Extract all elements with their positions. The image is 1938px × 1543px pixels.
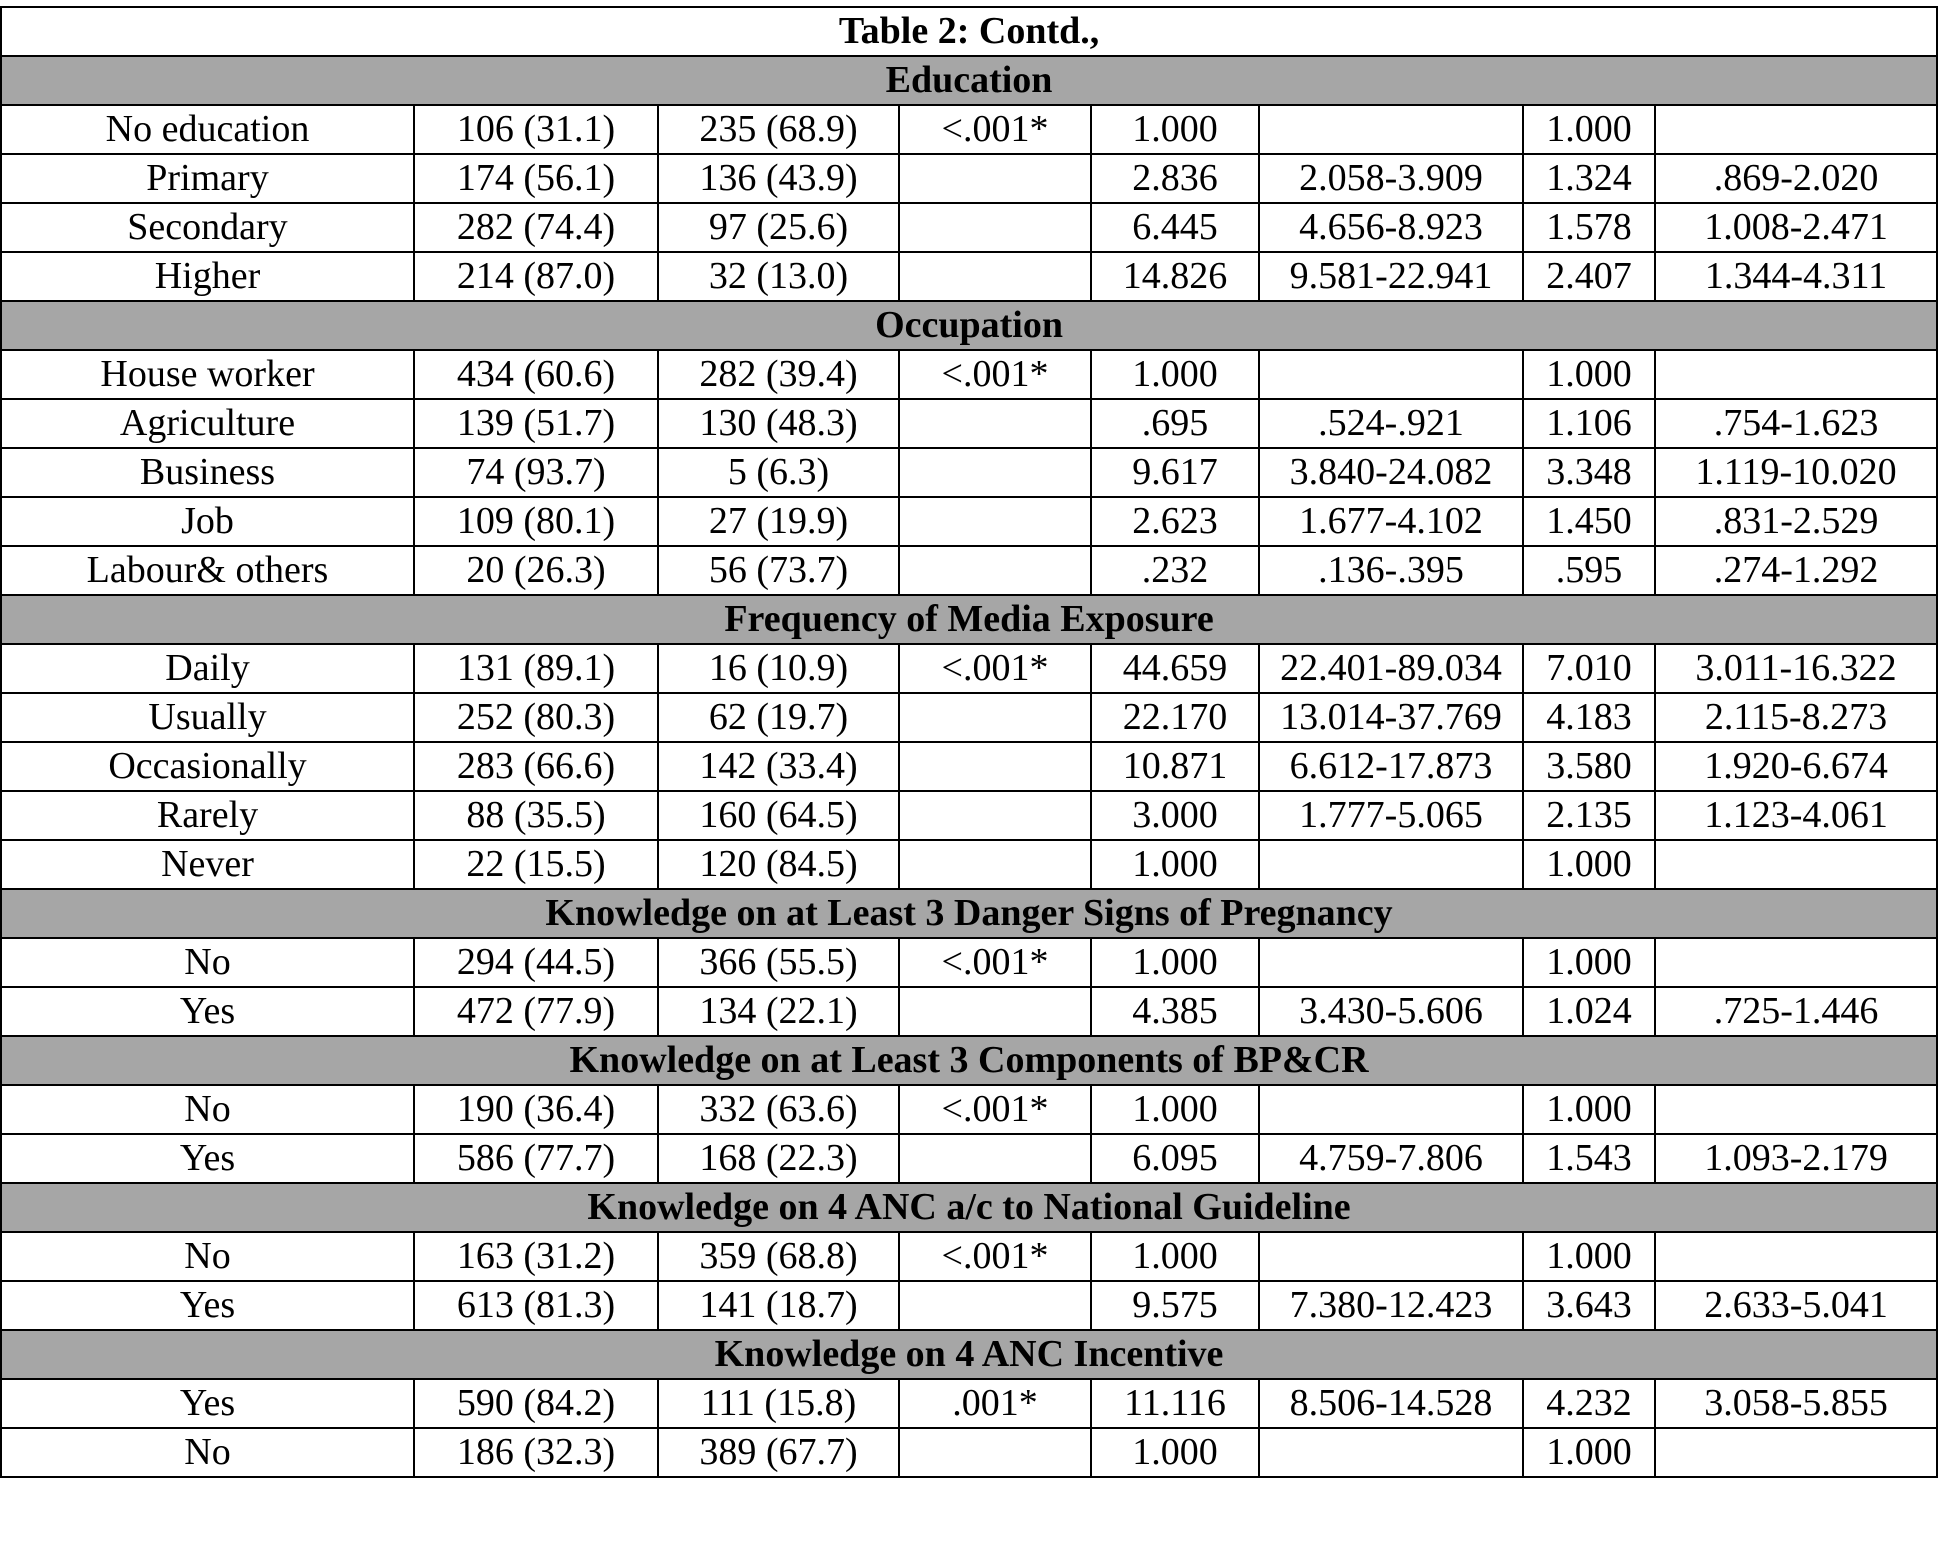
table-cell [1259,840,1523,889]
table-cell: 1.000 [1523,105,1655,154]
section-header-row [1,301,1937,350]
row-label: House worker [1,350,414,399]
table-cell: 214 (87.0) [414,252,658,301]
table-cell: 13.014-37.769 [1259,693,1523,742]
table-cell: 6.095 [1091,1134,1259,1183]
table-cell: 1.000 [1523,938,1655,987]
table-cell [899,252,1091,301]
table-cell [1655,938,1937,987]
table-cell: 359 (68.8) [658,1232,899,1281]
section-header-row [1,1036,1937,1085]
table-cell: 62 (19.7) [658,693,899,742]
table-cell [899,693,1091,742]
table-row [1,154,1937,203]
table-cell: 1.344-4.311 [1655,252,1937,301]
section-heading: Education [1,56,1937,105]
table-cell: .754-1.623 [1655,399,1937,448]
table-cell: 4.759-7.806 [1259,1134,1523,1183]
table-cell: 106 (31.1) [414,105,658,154]
table-cell [899,987,1091,1036]
row-label: Yes [1,1281,414,1330]
row-label: Daily [1,644,414,693]
table-row [1,840,1937,889]
table-cell: 1.000 [1091,1428,1259,1477]
table-cell: 2.633-5.041 [1655,1281,1937,1330]
table-cell: 9.575 [1091,1281,1259,1330]
section-heading: Knowledge on at Least 3 Danger Signs of Pregnancy [1,889,1937,938]
table-cell: 14.826 [1091,252,1259,301]
table-cell [1655,1428,1937,1477]
row-label: No [1,1232,414,1281]
table-cell [1259,1085,1523,1134]
table-row [1,1428,1937,1477]
table-cell: 142 (33.4) [658,742,899,791]
row-label: Yes [1,1379,414,1428]
table-cell: 3.840-24.082 [1259,448,1523,497]
table-cell: 389 (67.7) [658,1428,899,1477]
table-cell: 1.119-10.020 [1655,448,1937,497]
table-cell: 1.777-5.065 [1259,791,1523,840]
row-label: Secondary [1,203,414,252]
row-label: No [1,1428,414,1477]
table-cell: 2.836 [1091,154,1259,203]
row-label: No [1,938,414,987]
table-cell [1655,1085,1937,1134]
table-row [1,546,1937,595]
table-cell: 1.000 [1523,350,1655,399]
table-cell: 252 (80.3) [414,693,658,742]
row-label: Business [1,448,414,497]
table-cell [899,742,1091,791]
row-label: No education [1,105,414,154]
table-cell: 56 (73.7) [658,546,899,595]
table-cell: 1.000 [1523,1428,1655,1477]
table-cell: .524-.921 [1259,399,1523,448]
table-cell: 130 (48.3) [658,399,899,448]
table-row [1,742,1937,791]
table-cell: 11.116 [1091,1379,1259,1428]
table-cell: <.001* [899,1085,1091,1134]
table-cell [1655,350,1937,399]
section-header-row [1,889,1937,938]
table-cell [899,1428,1091,1477]
table-cell: 22.170 [1091,693,1259,742]
row-label: Labour& others [1,546,414,595]
row-label: Never [1,840,414,889]
table-cell: 2.135 [1523,791,1655,840]
table-cell: 613 (81.3) [414,1281,658,1330]
table-cell: 2.115-8.273 [1655,693,1937,742]
table-cell: 3.430-5.606 [1259,987,1523,1036]
section-heading: Knowledge on 4 ANC Incentive [1,1330,1937,1379]
table-cell: .869-2.020 [1655,154,1937,203]
table-cell [1259,350,1523,399]
table-cell: 120 (84.5) [658,840,899,889]
table-cell: 282 (39.4) [658,350,899,399]
table-row [1,399,1937,448]
table-cell: 16 (10.9) [658,644,899,693]
table-title: Table 2: Contd., [1,7,1937,56]
table-cell: 7.010 [1523,644,1655,693]
table-cell: 7.380-12.423 [1259,1281,1523,1330]
table-row [1,1085,1937,1134]
row-label: Primary [1,154,414,203]
table-cell: .274-1.292 [1655,546,1937,595]
row-label: Occasionally [1,742,414,791]
table-cell: .595 [1523,546,1655,595]
table-cell: 472 (77.9) [414,987,658,1036]
table-row [1,252,1937,301]
table-cell [1259,938,1523,987]
table-cell [899,448,1091,497]
table-row [1,987,1937,1036]
table-cell: 366 (55.5) [658,938,899,987]
table-cell: 586 (77.7) [414,1134,658,1183]
table-cell: .725-1.446 [1655,987,1937,1036]
table-cell: 3.643 [1523,1281,1655,1330]
table-cell: 2.407 [1523,252,1655,301]
section-header-row [1,595,1937,644]
table-row [1,791,1937,840]
table-cell: 190 (36.4) [414,1085,658,1134]
table-cell [899,154,1091,203]
row-label: No [1,1085,414,1134]
table-cell: .232 [1091,546,1259,595]
table-row [1,1134,1937,1183]
section-header-row [1,56,1937,105]
table-cell: 282 (74.4) [414,203,658,252]
table-cell [899,1281,1091,1330]
table-cell: 434 (60.6) [414,350,658,399]
table-cell: 139 (51.7) [414,399,658,448]
table-cell: 1.000 [1523,1232,1655,1281]
table-row [1,693,1937,742]
table-cell: 1.024 [1523,987,1655,1036]
table-cell: 1.324 [1523,154,1655,203]
table-cell: .001* [899,1379,1091,1428]
row-label: Job [1,497,414,546]
section-heading: Frequency of Media Exposure [1,595,1937,644]
table-cell: 4.183 [1523,693,1655,742]
table-cell: 1.578 [1523,203,1655,252]
table-cell: 109 (80.1) [414,497,658,546]
table-cell: 2.623 [1091,497,1259,546]
table-cell [899,840,1091,889]
table-cell: 1.543 [1523,1134,1655,1183]
table-row [1,644,1937,693]
table-cell: 1.000 [1091,938,1259,987]
table-cell: 163 (31.2) [414,1232,658,1281]
table-cell: 20 (26.3) [414,546,658,595]
table-cell: 1.000 [1091,350,1259,399]
table-cell [1259,105,1523,154]
table-row [1,1232,1937,1281]
table-row [1,105,1937,154]
table-cell: 4.385 [1091,987,1259,1036]
table-cell: 6.445 [1091,203,1259,252]
table-cell: 3.058-5.855 [1655,1379,1937,1428]
table-cell: 136 (43.9) [658,154,899,203]
table-row [1,448,1937,497]
table-cell [1259,1232,1523,1281]
table-cell: 22.401-89.034 [1259,644,1523,693]
table-cell: 1.008-2.471 [1655,203,1937,252]
table-cell: 1.093-2.179 [1655,1134,1937,1183]
row-label: Usually [1,693,414,742]
table-row [1,1281,1937,1330]
data-table [0,6,1938,1478]
table-cell [899,497,1091,546]
table-row [1,203,1937,252]
table-cell: 131 (89.1) [414,644,658,693]
row-label: Rarely [1,791,414,840]
table-cell: 2.058-3.909 [1259,154,1523,203]
table-cell: 44.659 [1091,644,1259,693]
table-cell: 1.000 [1091,1232,1259,1281]
table-cell: 4.232 [1523,1379,1655,1428]
table-cell: 32 (13.0) [658,252,899,301]
table-cell: 3.000 [1091,791,1259,840]
table-cell: 74 (93.7) [414,448,658,497]
table-cell [1655,1232,1937,1281]
table-cell: 22 (15.5) [414,840,658,889]
table-cell: 8.506-14.528 [1259,1379,1523,1428]
table-cell: <.001* [899,350,1091,399]
table-cell: 3.348 [1523,448,1655,497]
table-cell: 97 (25.6) [658,203,899,252]
table-cell: 9.617 [1091,448,1259,497]
table-cell [899,1134,1091,1183]
table-cell: <.001* [899,644,1091,693]
table-cell: 1.000 [1091,840,1259,889]
table-row [1,350,1937,399]
row-label: Agriculture [1,399,414,448]
table-cell: 1.000 [1523,1085,1655,1134]
table-cell [899,203,1091,252]
table-row [1,1379,1937,1428]
table-cell: 1.920-6.674 [1655,742,1937,791]
table-cell: 10.871 [1091,742,1259,791]
table-cell: 1.677-4.102 [1259,497,1523,546]
table-cell: 4.656-8.923 [1259,203,1523,252]
table-cell: 1.123-4.061 [1655,791,1937,840]
table-cell: 1.000 [1523,840,1655,889]
table-cell: <.001* [899,105,1091,154]
table-cell: .136-.395 [1259,546,1523,595]
table-title-row [1,7,1937,56]
table-cell: 1.106 [1523,399,1655,448]
table-cell: 111 (15.8) [658,1379,899,1428]
section-header-row [1,1183,1937,1232]
table-cell: 3.011-16.322 [1655,644,1937,693]
table-cell [1655,840,1937,889]
table-cell [899,399,1091,448]
table-cell [1259,1428,1523,1477]
row-label: Yes [1,987,414,1036]
table-cell: 294 (44.5) [414,938,658,987]
table-cell: 9.581-22.941 [1259,252,1523,301]
table-cell: .695 [1091,399,1259,448]
table-cell [899,546,1091,595]
table-cell: 174 (56.1) [414,154,658,203]
table-cell [899,791,1091,840]
section-heading: Occupation [1,301,1937,350]
table-cell: 332 (63.6) [658,1085,899,1134]
table-cell: 1.000 [1091,105,1259,154]
row-label: Higher [1,252,414,301]
table-cell: 134 (22.1) [658,987,899,1036]
table-row [1,497,1937,546]
table-cell: 235 (68.9) [658,105,899,154]
table-cell: 141 (18.7) [658,1281,899,1330]
table-cell: 5 (6.3) [658,448,899,497]
table-cell: 1.000 [1091,1085,1259,1134]
table-cell [1655,105,1937,154]
section-heading: Knowledge on 4 ANC a/c to National Guideline [1,1183,1937,1232]
table-cell: 3.580 [1523,742,1655,791]
table-row [1,938,1937,987]
table-cell: 1.450 [1523,497,1655,546]
table-cell: 168 (22.3) [658,1134,899,1183]
table-cell: <.001* [899,938,1091,987]
table-cell: <.001* [899,1232,1091,1281]
table-cell: 27 (19.9) [658,497,899,546]
table-cell: 186 (32.3) [414,1428,658,1477]
table-cell: .831-2.529 [1655,497,1937,546]
table-cell: 590 (84.2) [414,1379,658,1428]
table-cell: 6.612-17.873 [1259,742,1523,791]
section-heading: Knowledge on at Least 3 Components of BP&CR [1,1036,1937,1085]
table-cell: 88 (35.5) [414,791,658,840]
table-cell: 160 (64.5) [658,791,899,840]
table-cell: 283 (66.6) [414,742,658,791]
section-header-row [1,1330,1937,1379]
row-label: Yes [1,1134,414,1183]
